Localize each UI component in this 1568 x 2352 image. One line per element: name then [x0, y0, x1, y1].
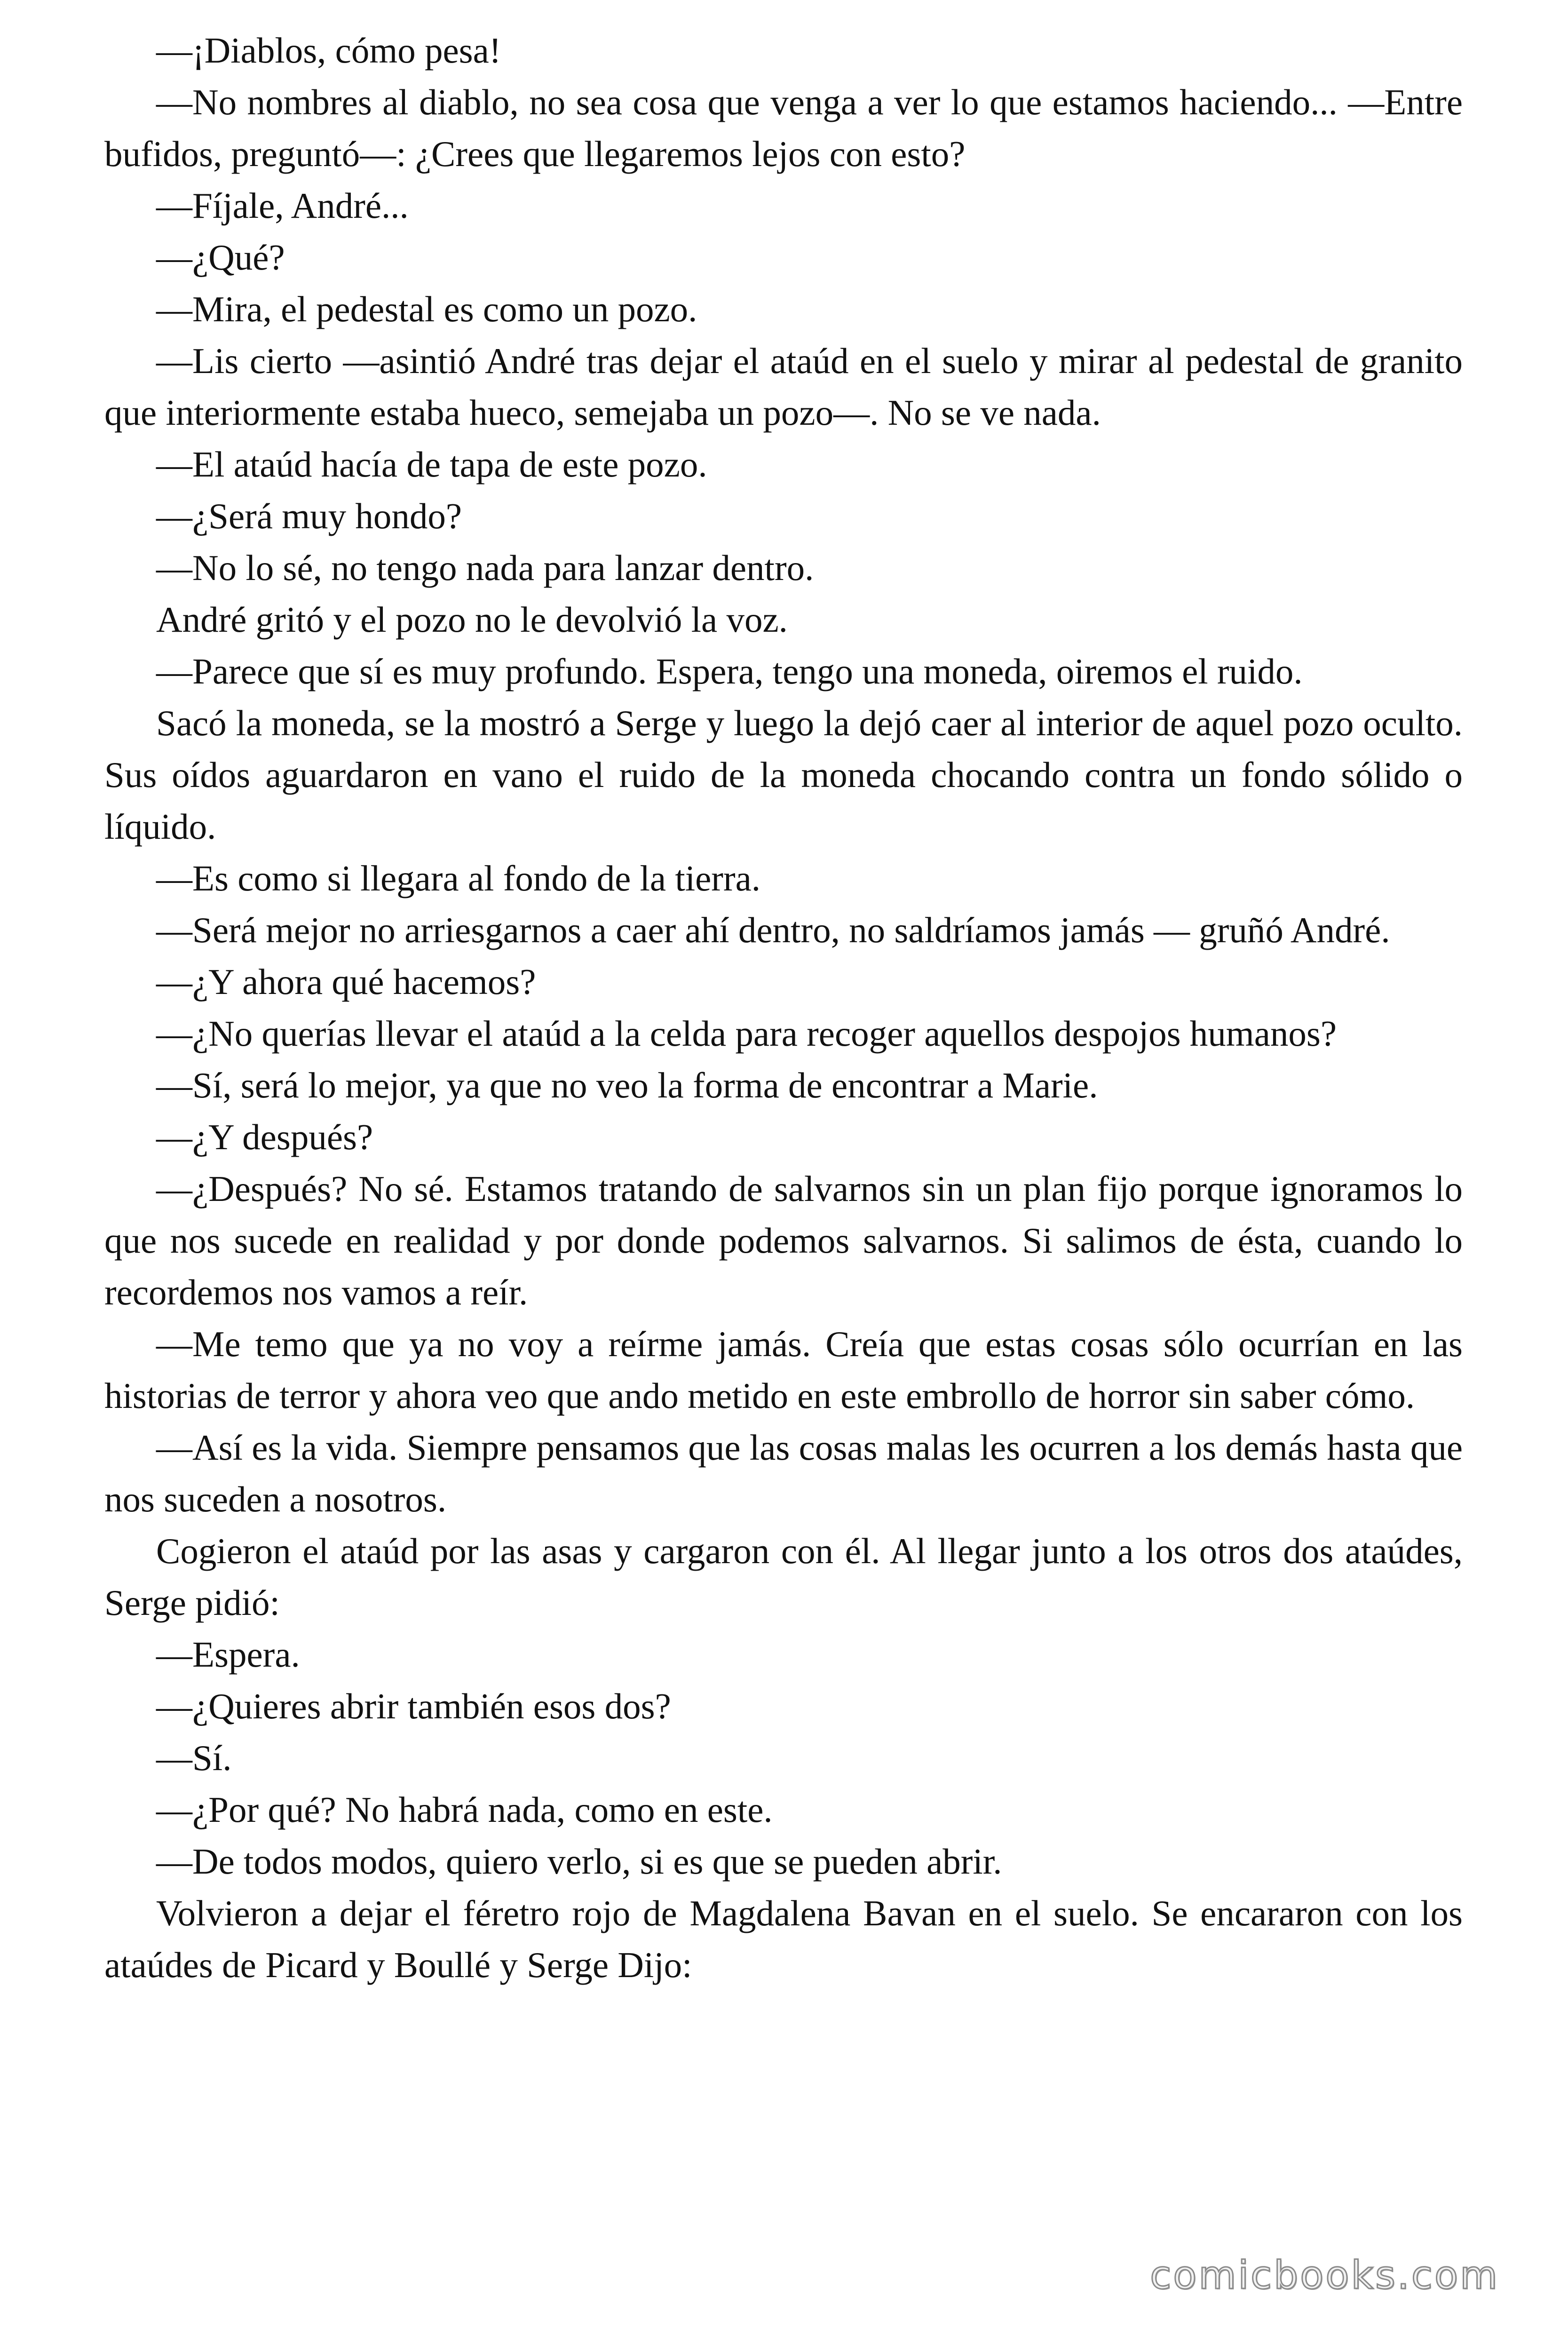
paragraph-22: Cogieron el ataúd por las asas y cargaron con él. Al llegar junto a los otros dos ataúdes, Serge pidió:: [104, 1531, 1463, 1623]
paragraph-9: —No lo sé, no tengo nada para lanzar dentro.: [156, 548, 814, 588]
paragraph-5: —Mira, el pedestal es como un pozo.: [156, 289, 697, 329]
paragraph-8: —¿Será muy hondo?: [156, 496, 462, 536]
paragraph-27: —De todos modos, quiero verlo, si es que se pueden abrir.: [156, 1841, 1002, 1882]
paragraph-18: —¿Y después?: [156, 1117, 373, 1157]
paragraph-11: —Parece que sí es muy profundo. Espera, tengo una moneda, oiremos el ruido.: [156, 651, 1303, 691]
paragraph-26: —¿Por qué? No habrá nada, como en este.: [156, 1789, 773, 1830]
paragraph-13: —Es como si llegara al fondo de la tierra.: [156, 858, 761, 898]
paragraph-12: Sacó la moneda, se la mostró a Serge y luego la dejó caer al interior de aquel pozo oculto. Sus oídos aguardaron en vano el ruido de la moneda chocando contra un fondo sólido o líquido.: [104, 703, 1463, 847]
paragraph-28: Volvieron a dejar el féretro rojo de Magdalena Bavan en el suelo. Se encararon con los ataúdes de Picard y Boullé y Serge Dijo:: [104, 1893, 1463, 1985]
paragraph-17: —Sí, será lo mejor, ya que no veo la forma de encontrar a Marie.: [156, 1065, 1098, 1105]
paragraph-14: —Será mejor no arriesgarnos a caer ahí dentro, no saldríamos jamás — gruñó André.: [156, 910, 1390, 950]
paragraph-23: —Espera.: [156, 1634, 300, 1675]
page-body-text: [104, 24, 1463, 1991]
paragraph-10: André gritó y el pozo no le devolvió la voz.: [156, 599, 788, 640]
paragraph-7: —El ataúd hacía de tapa de este pozo.: [156, 444, 707, 485]
paragraph-4: —¿Qué?: [156, 237, 285, 278]
paragraph-15: —¿Y ahora qué hacemos?: [156, 961, 536, 1002]
paragraph-3: —Fíjale, André...: [156, 185, 409, 226]
paragraph-24: —¿Quieres abrir también esos dos?: [156, 1686, 671, 1726]
paragraph-25: —Sí.: [156, 1738, 232, 1778]
paragraph-16: —¿No querías llevar el ataúd a la celda para recoger aquellos despojos humanos?: [156, 1013, 1337, 1054]
paragraph-1: —¡Diablos, cómo pesa!: [156, 30, 501, 71]
paragraph-6: —Lis cierto —asintió André tras dejar el ataúd en el suelo y mirar al pedestal de granito que interiormente estaba hueco, semejaba un pozo—. No se ve nada.: [104, 341, 1463, 433]
watermark: comicbooks.com: [1150, 2253, 1499, 2298]
paragraph-19: —¿Después? No sé. Estamos tratando de salvarnos sin un plan fijo porque ignoramos lo que nos sucede en realidad y por donde podemos salvarnos. Si salimos de ésta, cuando lo recordemos nos vamos a reír.: [104, 1168, 1463, 1312]
paragraph-2: —No nombres al diablo, no sea cosa que venga a ver lo que estamos haciendo... —Entre bufidos, preguntó—: ¿Crees que llegaremos lejos con esto?: [104, 82, 1463, 174]
paragraph-21: —Así es la vida. Siempre pensamos que las cosas malas les ocurren a los demás hasta que nos suceden a nosotros.: [104, 1427, 1463, 1519]
paragraph-20: —Me temo que ya no voy a reírme jamás. Creía que estas cosas sólo ocurrían en las historias de terror y ahora veo que ando metido en este embrollo de horror sin saber cómo.: [104, 1324, 1463, 1416]
